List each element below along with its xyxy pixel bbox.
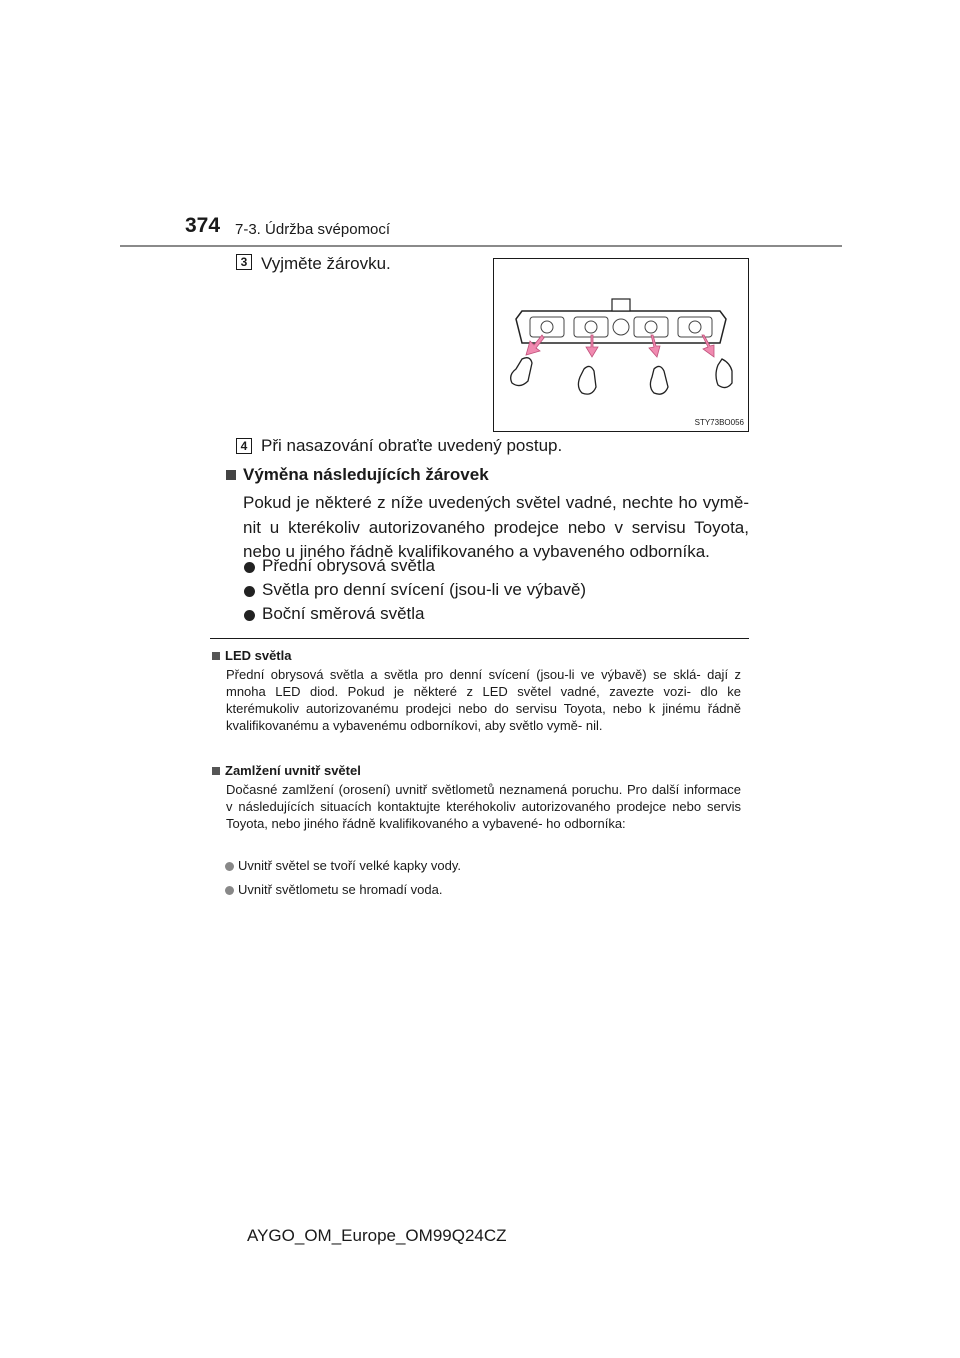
bulb-removal-illustration: [493, 258, 749, 432]
square-bullet-icon: [226, 470, 236, 480]
list-item: Boční směrová světla: [262, 604, 425, 623]
note-list-item: Uvnitř světlometu se hromadí voda.: [238, 882, 443, 897]
figure-code: STY73BO056: [694, 418, 744, 427]
section-heading: Výměna následujících žárovek: [243, 465, 489, 484]
footer-document-id: AYGO_OM_Europe_OM99Q24CZ: [247, 1226, 507, 1245]
bullet-icon: [244, 610, 255, 621]
page-number: 374: [185, 214, 221, 237]
list-item: Světla pro denní svícení (jsou-li ve výbavě): [262, 580, 587, 599]
bullet-icon: [244, 586, 255, 597]
note-body: Dočasné zamlžení (orosení) uvnitř světlometů neznamená poruchu. Pro další informace v následujících situacích kontaktujte kteréhokoliv autorizovaného prodejce nebo servis Toyota, nebo jiného řádně kvalifikovaného a vybavené- ho odborníka:: [226, 782, 741, 831]
note-bullet-icon: [212, 767, 220, 775]
step-4-badge: 4: [236, 438, 252, 454]
step-3-text: Vyjměte žárovku.: [261, 254, 391, 273]
note-item-bullet-icon: [225, 862, 234, 871]
step-3-badge: 3: [236, 254, 252, 270]
note-list-item: Uvnitř světel se tvoří velké kapky vody.: [238, 858, 462, 873]
note-item-bullet-icon: [225, 886, 234, 895]
bullet-icon: [244, 562, 255, 573]
step-4-text: Při nasazování obraťte uvedený postup.: [261, 436, 563, 455]
section-paragraph: [243, 491, 749, 565]
section-title: 7-3. Údržba svépomocí: [235, 221, 391, 238]
note-bullet-icon: [212, 652, 220, 660]
note-heading: Zamlžení uvnitř světel: [225, 763, 361, 778]
header-rule: [120, 245, 842, 247]
section-paragraph-text: Pokud je některé z níže uvedených světel vadné, nechte ho vymě- nit u kterékoliv autorizovaného prodejce nebo v servisu Toyota, nebo u jiného řádně kvalifikovaného a vybaveného odborníka.: [243, 493, 749, 561]
list-item: Přední obrysová světla: [262, 556, 435, 575]
bulb-removal-drawing: [494, 259, 748, 431]
note-heading: LED světla: [225, 648, 292, 663]
note-body: Přední obrysová světla a světla pro denní svícení (jsou-li ve výbavě) se sklá- dají z mnoha LED diod. Pokud je některé z LED světel vadné, zavezte vozi- dlo ke kterémukoliv autorizovanému prodejci nebo do servisu Toyota, nebo k jinému řádně kvalifikovanému a vybavenému odborníkovi, aby světlo vymě- nil.: [226, 667, 741, 733]
notes-divider: [210, 638, 749, 639]
